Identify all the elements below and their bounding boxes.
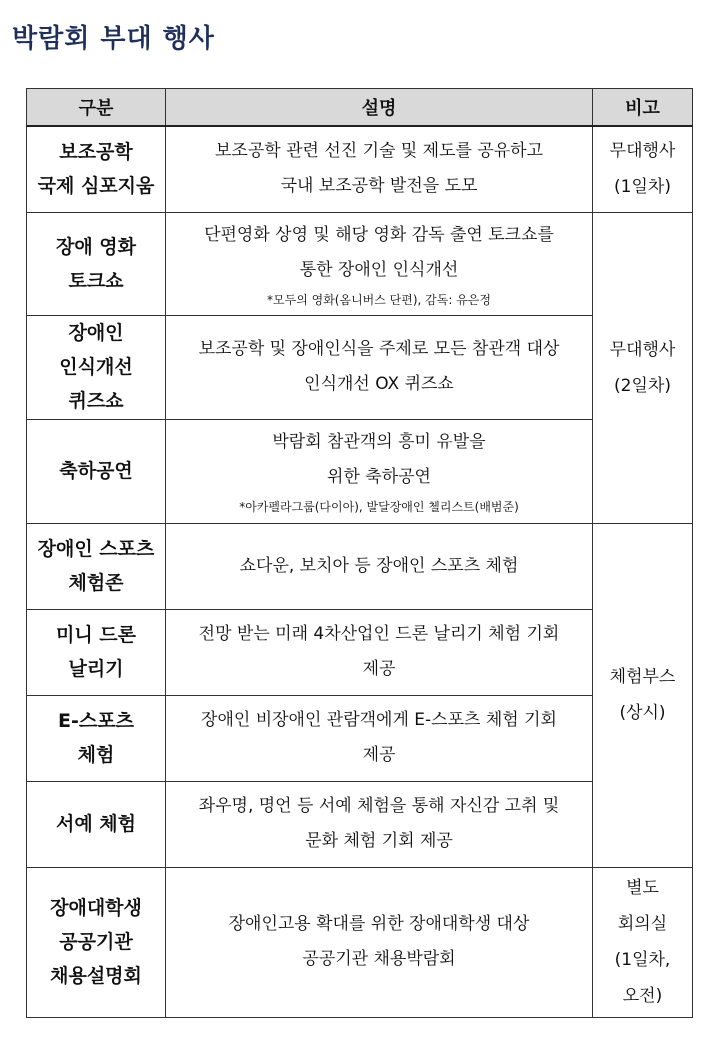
category-cell: E-스포츠 체험: [27, 695, 166, 781]
table-row: [27, 212, 693, 315]
table-row: [27, 126, 693, 212]
category-cell: 장애인 스포츠 체험존: [27, 523, 166, 609]
description-cell: 보조공학 관련 선진 기술 및 제도를 공유하고 국내 보조공학 발전을 도모: [166, 126, 593, 212]
footnote: *아카펠라그룹(다이아), 발달장애인 첼리스트(배범준): [239, 500, 519, 514]
category-cell: 서예 체험: [27, 781, 166, 867]
description-cell: 장애인고용 확대를 위한 장애대학생 대상 공공기관 채용박람회: [166, 867, 593, 1017]
header-row: [27, 89, 693, 127]
table-row: [27, 867, 693, 1017]
description-cell: 장애인 비장애인 관람객에게 E-스포츠 체험 기회 제공: [166, 695, 593, 781]
category-cell: 장애인 인식개선 퀴즈쇼: [27, 315, 166, 419]
description-cell: 쇼다운, 보치아 등 장애인 스포츠 체험: [166, 523, 593, 609]
table-row: [27, 523, 693, 609]
category-cell: 보조공학 국제 심포지움: [27, 126, 166, 212]
note-cell: 체험부스 (상시): [593, 523, 693, 867]
description-cell: 단편영화 상영 및 해당 영화 감독 출연 토크쇼를 통한 장애인 인식개선 *모두의 영화(옴니버스 단편), 감독: 유은정: [166, 212, 593, 315]
description-cell: 박람회 참관객의 흥미 유발을 위한 축하공연 *아카펠라그룹(다이아), 발달장애인 첼리스트(배범준): [166, 419, 593, 523]
note-cell: 별도 회의실 (1일차, 오전): [593, 867, 693, 1017]
category-cell: 장애 영화 토크쇼: [27, 212, 166, 315]
page-title: 박람회 부대 행사: [12, 24, 215, 54]
header-description: 설명: [166, 89, 593, 127]
description-cell: 보조공학 및 장애인식을 주제로 모든 참관객 대상 인식개선 OX 퀴즈쇼: [166, 315, 593, 419]
events-table: [26, 88, 693, 1018]
description-cell: 전망 받는 미래 4차산업인 드론 날리기 체험 기회 제공: [166, 609, 593, 695]
note-cell: 무대행사 (1일차): [593, 126, 693, 212]
category-cell: 장애대학생 공공기관 채용설명회: [27, 867, 166, 1017]
category-cell: 축하공연: [27, 419, 166, 523]
footnote: *모두의 영화(옴니버스 단편), 감독: 유은정: [267, 292, 491, 307]
category-cell: 미니 드론 날리기: [27, 609, 166, 695]
header-note: 비고: [593, 89, 693, 127]
note-cell: 무대행사 (2일차): [593, 212, 693, 523]
header-category: 구분: [27, 89, 166, 127]
description-cell: 좌우명, 명언 등 서예 체험을 통해 자신감 고취 및 문화 체험 기회 제공: [166, 781, 593, 867]
